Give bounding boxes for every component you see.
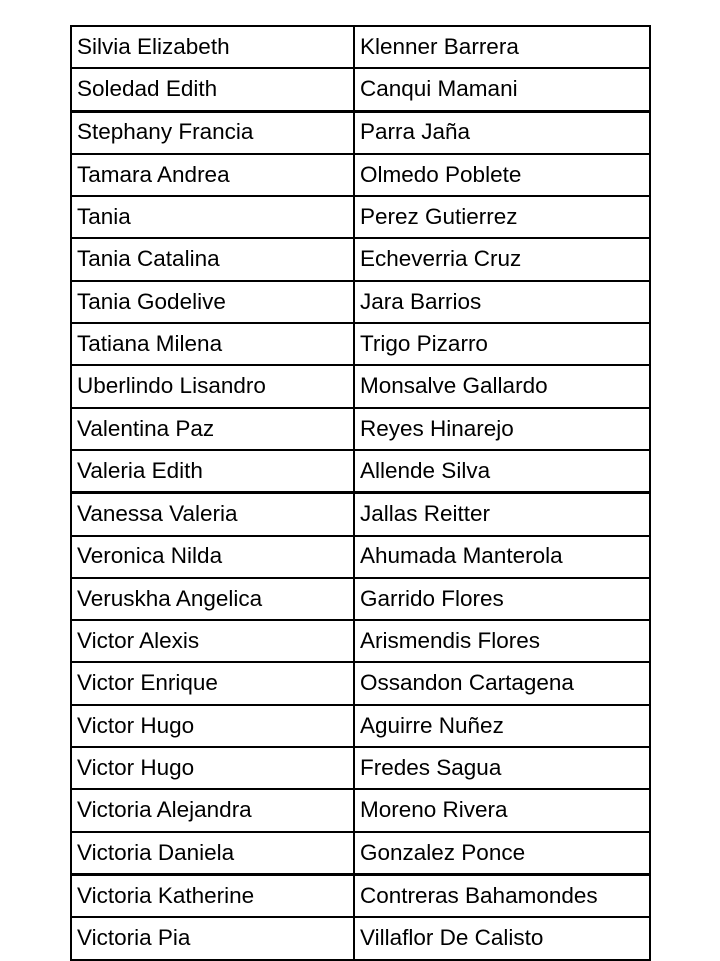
last-name-cell: Monsalve Gallardo — [354, 365, 650, 407]
table-row — [71, 281, 650, 323]
first-name-cell: Victor Enrique — [71, 662, 354, 704]
first-name-cell: Stephany Francia — [71, 111, 354, 154]
last-name-cell: Moreno Rivera — [354, 789, 650, 831]
first-name-cell: Vanessa Valeria — [71, 493, 354, 536]
last-name-cell: Ossandon Cartagena — [354, 662, 650, 704]
first-name-cell: Victor Hugo — [71, 747, 354, 789]
table-row — [71, 747, 650, 789]
table-row — [71, 662, 650, 704]
table-row — [71, 154, 650, 196]
last-name-cell: Klenner Barrera — [354, 26, 650, 68]
first-name-cell: Soledad Edith — [71, 68, 354, 111]
last-name-cell: Gonzalez Ponce — [354, 832, 650, 875]
names-table — [70, 25, 651, 961]
first-name-cell: Veronica Nilda — [71, 536, 354, 578]
first-name-cell: Uberlindo Lisandro — [71, 365, 354, 407]
table-row — [71, 196, 650, 238]
last-name-cell: Aguirre Nuñez — [354, 705, 650, 747]
first-name-cell: Tamara Andrea — [71, 154, 354, 196]
first-name-cell: Veruskha Angelica — [71, 578, 354, 620]
first-name-cell: Victoria Alejandra — [71, 789, 354, 831]
first-name-cell: Victoria Daniela — [71, 832, 354, 875]
table-row — [71, 365, 650, 407]
first-name-cell: Valeria Edith — [71, 450, 354, 493]
table-row — [71, 408, 650, 450]
table-row — [71, 620, 650, 662]
first-name-cell: Tatiana Milena — [71, 323, 354, 365]
last-name-cell: Garrido Flores — [354, 578, 650, 620]
table-row — [71, 705, 650, 747]
table-row — [71, 832, 650, 875]
last-name-cell: Ahumada Manterola — [354, 536, 650, 578]
first-name-cell: Tania Godelive — [71, 281, 354, 323]
last-name-cell: Villaflor De Calisto — [354, 917, 650, 959]
table-row — [71, 917, 650, 959]
last-name-cell: Perez Gutierrez — [354, 196, 650, 238]
table-row — [71, 450, 650, 493]
last-name-cell: Olmedo Poblete — [354, 154, 650, 196]
table-row — [71, 536, 650, 578]
table-row — [71, 874, 650, 917]
first-name-cell: Tania Catalina — [71, 238, 354, 280]
first-name-cell: Victoria Katherine — [71, 874, 354, 917]
last-name-cell: Contreras Bahamondes — [354, 874, 650, 917]
table-row — [71, 68, 650, 111]
last-name-cell: Jallas Reitter — [354, 493, 650, 536]
last-name-cell: Parra Jaña — [354, 111, 650, 154]
table-row — [71, 789, 650, 831]
first-name-cell: Silvia Elizabeth — [71, 26, 354, 68]
first-name-cell: Valentina Paz — [71, 408, 354, 450]
last-name-cell: Fredes Sagua — [354, 747, 650, 789]
last-name-cell: Trigo Pizarro — [354, 323, 650, 365]
last-name-cell: Echeverria Cruz — [354, 238, 650, 280]
table-row — [71, 26, 650, 68]
first-name-cell: Victor Alexis — [71, 620, 354, 662]
table-row — [71, 238, 650, 280]
names-table-body — [71, 26, 650, 960]
last-name-cell: Jara Barrios — [354, 281, 650, 323]
last-name-cell: Reyes Hinarejo — [354, 408, 650, 450]
table-row — [71, 493, 650, 536]
first-name-cell: Victor Hugo — [71, 705, 354, 747]
last-name-cell: Allende Silva — [354, 450, 650, 493]
first-name-cell: Victoria Pia — [71, 917, 354, 959]
table-row — [71, 578, 650, 620]
table-row — [71, 111, 650, 154]
last-name-cell: Arismendis Flores — [354, 620, 650, 662]
table-row — [71, 323, 650, 365]
last-name-cell: Canqui Mamani — [354, 68, 650, 111]
first-name-cell: Tania — [71, 196, 354, 238]
